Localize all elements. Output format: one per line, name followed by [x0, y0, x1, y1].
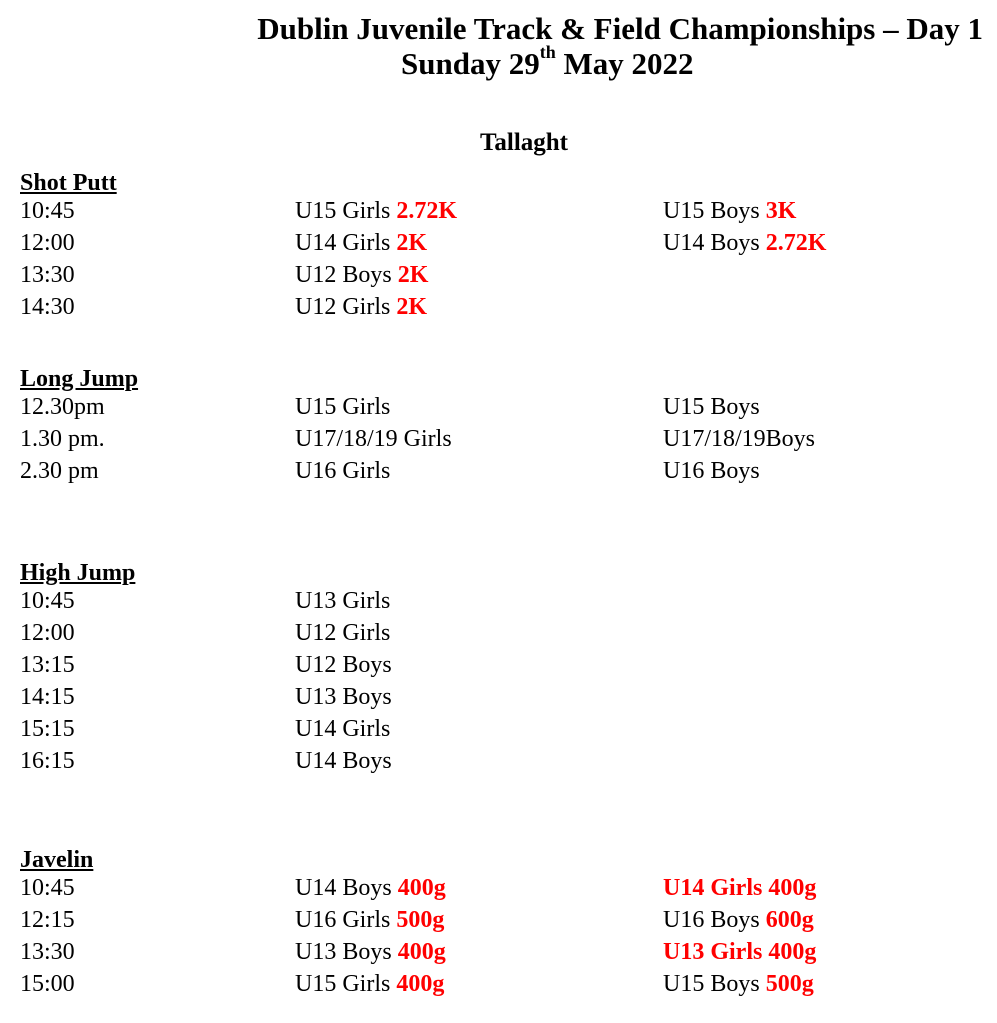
- schedule-row: [20, 905, 980, 937]
- event-time: 2.30 pm: [20, 458, 99, 484]
- date-ordinal-suffix: th: [539, 42, 556, 62]
- event-group-a: U12 Boys: [295, 652, 392, 678]
- schedule-row: [20, 746, 980, 778]
- implement-weight: 2.72K: [765, 230, 827, 256]
- implement-weight: 2.72K: [396, 198, 458, 224]
- group-label: U14 Boys: [663, 230, 766, 256]
- event-group-a: U12 Girls: [295, 620, 391, 646]
- event-group-b: U15 Boys: [663, 394, 760, 420]
- date-prefix: Sunday 29: [401, 46, 540, 81]
- implement-weight: 2K: [396, 230, 428, 256]
- implement-weight: 500g: [396, 907, 445, 933]
- section-heading: High Jump: [20, 560, 136, 586]
- event-group-a: U16 Girls: [295, 458, 391, 484]
- event-group-a: U14 Girls: [295, 716, 391, 742]
- event-group-a: [295, 196, 457, 226]
- section-high-jump: [20, 558, 980, 778]
- event-time: 10:45: [20, 588, 75, 614]
- section-long-jump: [20, 364, 980, 488]
- event-group-a: U14 Boys: [295, 748, 392, 774]
- event-time: 15:00: [20, 971, 75, 997]
- section-heading: Javelin: [20, 847, 94, 873]
- event-time: 1.30 pm.: [20, 426, 105, 452]
- event-time: 16:15: [20, 748, 75, 774]
- schedule-row: [20, 424, 980, 456]
- event-group-a: [295, 969, 444, 999]
- implement-weight: 400g: [397, 875, 446, 901]
- event-group-a: U13 Boys: [295, 684, 392, 710]
- group-label: U15 Girls: [295, 198, 397, 224]
- group-label: U14 Girls: [295, 230, 397, 256]
- schedule-row: [20, 969, 980, 1001]
- section-heading: Long Jump: [20, 366, 139, 392]
- event-time: 13:30: [20, 262, 75, 288]
- event-time: 14:15: [20, 684, 75, 710]
- group-label: U15 Boys: [663, 198, 766, 224]
- implement-weight: 400g: [396, 971, 445, 997]
- event-time: 10:45: [20, 875, 75, 901]
- implement-weight: 600g: [765, 907, 814, 933]
- event-group-a: [295, 873, 446, 903]
- event-group-b: U13 Girls 400g: [663, 939, 817, 965]
- event-group-b: [663, 969, 814, 999]
- venue-heading: Tallaght: [480, 129, 569, 156]
- event-group-b: [663, 228, 826, 258]
- group-label: U12 Boys: [295, 262, 398, 288]
- event-group-a: [295, 292, 427, 322]
- group-label: U16 Boys: [663, 907, 766, 933]
- event-time: 12:00: [20, 230, 75, 256]
- group-label: U15 Girls: [295, 971, 397, 997]
- schedule-row: [20, 873, 980, 905]
- event-time: 10:45: [20, 198, 75, 224]
- event-group-b: [663, 196, 796, 226]
- event-group-b: U16 Boys: [663, 458, 760, 484]
- group-label: U12 Girls: [295, 294, 397, 320]
- event-group-a: U15 Girls: [295, 394, 391, 420]
- schedule-row: [20, 714, 980, 746]
- implement-weight: 3K: [765, 198, 797, 224]
- section-heading: Shot Putt: [20, 170, 117, 196]
- section-shot-putt: [20, 168, 980, 324]
- event-group-a: U13 Girls: [295, 588, 391, 614]
- event-time: 12.30pm: [20, 394, 105, 420]
- group-label: U16 Girls: [295, 907, 397, 933]
- implement-weight: 2K: [397, 262, 429, 288]
- event-time: 12:00: [20, 620, 75, 646]
- section-javelin: [20, 845, 980, 1001]
- date-suffix: May 2022: [555, 46, 694, 81]
- schedule-row: [20, 392, 980, 424]
- event-time: 12:15: [20, 907, 75, 933]
- event-time: 15:15: [20, 716, 75, 742]
- event-time: 14:30: [20, 294, 75, 320]
- event-time: 13:30: [20, 939, 75, 965]
- implement-weight: 500g: [765, 971, 814, 997]
- group-label: U13 Boys: [295, 939, 398, 965]
- schedule-row: [20, 260, 980, 292]
- event-group-b: U14 Girls 400g: [663, 875, 817, 901]
- schedule-row: [20, 650, 980, 682]
- group-label: U15 Boys: [663, 971, 766, 997]
- schedule-row: [20, 682, 980, 714]
- event-group-b: [663, 905, 814, 935]
- schedule-row: [20, 618, 980, 650]
- schedule-row: [20, 228, 980, 260]
- event-group-a: [295, 228, 427, 258]
- event-group-a: [295, 260, 428, 290]
- schedule-row: [20, 937, 980, 969]
- group-label: U14 Boys: [295, 875, 398, 901]
- event-group-a: [295, 937, 446, 967]
- event-group-b: U17/18/19Boys: [663, 426, 816, 452]
- schedule-row: [20, 196, 980, 228]
- implement-weight: 2K: [396, 294, 428, 320]
- event-group-a: [295, 905, 444, 935]
- page-title: Dublin Juvenile Track & Field Championships – Day 1: [257, 11, 983, 46]
- event-time: 13:15: [20, 652, 75, 678]
- schedule-row: [20, 456, 980, 488]
- implement-weight: 400g: [397, 939, 446, 965]
- event-group-a: U17/18/19 Girls: [295, 426, 452, 452]
- event-date: [401, 42, 694, 81]
- schedule-row: [20, 586, 980, 618]
- schedule-row: [20, 292, 980, 324]
